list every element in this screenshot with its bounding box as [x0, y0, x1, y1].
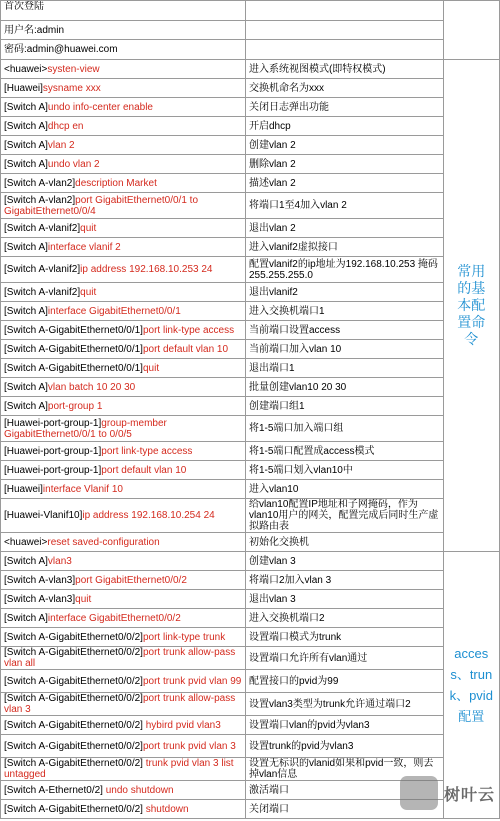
- command-cell: [1, 590, 246, 609]
- header-title: 首次登陆: [1, 1, 246, 21]
- command-cell: [1, 571, 246, 590]
- command-prompt: [Switch A-vlanif2]: [4, 222, 81, 234]
- command-prompt: [Switch A-vlanif2]: [4, 264, 81, 275]
- command-cell: [1, 117, 246, 136]
- command-prompt: <huawei>: [4, 63, 48, 75]
- command-text: vlan batch 10 20 30: [47, 381, 136, 393]
- command-cell: [1, 716, 246, 735]
- command-prompt: [Switch A-vlan3]: [4, 593, 76, 605]
- command-description: 退出vlanif2: [245, 283, 443, 302]
- command-cell: [1, 238, 246, 257]
- command-cell: [1, 480, 246, 499]
- command-text: interface GigabitEthernet0/0/1: [47, 305, 181, 317]
- command-text: quit: [75, 593, 92, 605]
- command-row: [1, 416, 500, 442]
- command-row: [1, 800, 500, 819]
- command-row: [1, 716, 500, 735]
- command-cell: [1, 378, 246, 397]
- command-text: ip address 192.168.10.253 24: [80, 264, 213, 275]
- command-description: 退出vlan 3: [245, 590, 443, 609]
- command-row: [1, 397, 500, 416]
- command-row: [1, 670, 500, 693]
- command-row: [1, 461, 500, 480]
- command-row: [1, 735, 500, 758]
- command-description: 删除vlan 2: [245, 155, 443, 174]
- command-description: 创建vlan 2: [245, 136, 443, 155]
- command-text: ip address 192.168.10.254 24: [82, 510, 215, 521]
- command-text: interface Vlanif 10: [42, 483, 123, 495]
- command-cell: [1, 647, 246, 670]
- command-text: quit: [80, 222, 97, 234]
- command-text: port trunk pvid vlan 99: [142, 675, 242, 687]
- command-prompt: [Switch A]: [4, 612, 48, 624]
- command-text: sysname xxx: [42, 82, 101, 94]
- command-description: 设置trunk的pvid为vlan3: [245, 735, 443, 758]
- command-cell: [1, 499, 246, 533]
- command-row: [1, 321, 500, 340]
- command-cell: [1, 219, 246, 238]
- command-text: hybird pvid vlan3: [145, 719, 221, 731]
- command-row: [1, 499, 500, 533]
- command-prompt: [Switch A-vlan3]: [4, 574, 76, 586]
- command-prompt: [Switch A-vlanif2]: [4, 286, 81, 298]
- command-description: 激活端口: [245, 781, 443, 800]
- command-row: [1, 155, 500, 174]
- command-row: [1, 98, 500, 117]
- command-row: [1, 174, 500, 193]
- command-row: [1, 533, 500, 552]
- command-prompt: [Switch A-GigabitEthernet0/0/2]: [4, 675, 143, 687]
- command-row: [1, 283, 500, 302]
- command-description: 开启dhcp: [245, 117, 443, 136]
- command-description: 描述vlan 2: [245, 174, 443, 193]
- command-cell: [1, 340, 246, 359]
- command-cell: [1, 670, 246, 693]
- command-text: quit: [80, 286, 97, 298]
- command-text: shutdown: [145, 803, 189, 815]
- command-description: 创建vlan 3: [245, 552, 443, 571]
- command-row: [1, 79, 500, 98]
- command-description: 初始化交换机: [245, 533, 443, 552]
- command-text: port GigabitEthernet0/0/1 to GigabitEthernet0/0/4: [4, 194, 199, 217]
- command-text: port trunk allow-pass vlan all: [4, 647, 236, 669]
- command-description: 给vlan10配置IP地址和子网掩码，作为vlan10用户的网关，配置完成后同时生产虚拟路由表: [245, 499, 443, 533]
- command-row: [1, 60, 500, 79]
- command-prompt: [Switch A-GigabitEthernet0/0/2]: [4, 631, 143, 643]
- command-prompt: [Switch A-GigabitEthernet0/0/2]: [4, 693, 143, 704]
- command-text: vlan 2: [47, 139, 75, 151]
- header-row-title: [1, 1, 500, 21]
- command-text: undo shutdown: [105, 784, 174, 796]
- command-cell: [1, 693, 246, 716]
- command-prompt: [Switch A]: [4, 101, 48, 113]
- command-text: port link-type access: [142, 324, 235, 336]
- command-row: [1, 552, 500, 571]
- command-description: 进入vlan10: [245, 480, 443, 499]
- command-cell: [1, 781, 246, 800]
- command-text: systen-view: [47, 63, 100, 75]
- command-description: 设置端口允许所有vlan通过: [245, 647, 443, 670]
- command-cell: [1, 800, 246, 819]
- command-cell: [1, 442, 246, 461]
- command-prompt: [Huawei]: [4, 483, 43, 495]
- command-prompt: [Switch A-GigabitEthernet0/0/2]: [4, 758, 146, 769]
- command-text: undo info-center enable: [47, 101, 153, 113]
- command-cell: [1, 359, 246, 378]
- command-row: [1, 590, 500, 609]
- watermark-text: 树叶云: [444, 787, 496, 804]
- command-prompt: [Switch A-GigabitEthernet0/0/2]: [4, 740, 143, 752]
- command-text: reset saved-configuration: [47, 536, 160, 548]
- command-text: port trunk allow-pass vlan 3: [4, 693, 236, 715]
- command-cell: [1, 321, 246, 340]
- command-description: 将1-5端口配置成access模式: [245, 442, 443, 461]
- command-prompt: [Huawei]: [4, 82, 43, 94]
- command-text: port default vlan 10: [101, 464, 187, 476]
- command-prompt: [Switch A-GigabitEthernet0/0/2]: [4, 647, 143, 658]
- command-cell: [1, 302, 246, 321]
- command-row: [1, 480, 500, 499]
- command-description: 配置vlanif2的ip地址为192.168.10.253 掩码255.255.255.0: [245, 257, 443, 283]
- command-description: 设置无标识的vlanid如果和pvid一致，则去掉vlan信息: [245, 758, 443, 781]
- command-cell: [1, 155, 246, 174]
- command-text: vlan3: [47, 555, 72, 567]
- command-row: [1, 781, 500, 800]
- command-row: [1, 378, 500, 397]
- command-cell: [1, 461, 246, 480]
- header-row-username: [1, 21, 500, 40]
- command-prompt: <huawei>: [4, 536, 48, 548]
- command-description: 创建端口组1: [245, 397, 443, 416]
- command-cell: [1, 628, 246, 647]
- command-row: [1, 238, 500, 257]
- command-row: [1, 758, 500, 781]
- command-row: [1, 628, 500, 647]
- command-prompt: [Switch A]: [4, 305, 48, 317]
- command-row: [1, 647, 500, 670]
- command-prompt: [Switch A]: [4, 158, 48, 170]
- command-cell: [1, 735, 246, 758]
- command-description: 退出端口1: [245, 359, 443, 378]
- command-description: 关闭端口: [245, 800, 443, 819]
- command-prompt: [Switch A]: [4, 139, 48, 151]
- command-text: port link-type trunk: [142, 631, 226, 643]
- command-description: 进入vlanif2虚拟接口: [245, 238, 443, 257]
- command-description: 设置端口vlan的pvid为vlan3: [245, 716, 443, 735]
- section-label-basic: 常用的基本配置命令: [457, 263, 486, 347]
- command-prompt: [Huawei-port-group-1]: [4, 417, 102, 429]
- command-description: 将1-5端口划入vlan10中: [245, 461, 443, 480]
- command-prompt: [Switch A]: [4, 381, 48, 393]
- command-cell: [1, 257, 246, 283]
- command-cell: [1, 609, 246, 628]
- command-description: 将端口1至4加入vlan 2: [245, 193, 443, 219]
- command-text: undo vlan 2: [47, 158, 100, 170]
- command-text: dhcp en: [47, 120, 84, 132]
- command-row: [1, 571, 500, 590]
- command-cell: [1, 552, 246, 571]
- command-prompt: [Huawei-Vlanif10]: [4, 510, 83, 521]
- command-description: 退出vlan 2: [245, 219, 443, 238]
- command-row: [1, 136, 500, 155]
- command-cell: [1, 174, 246, 193]
- command-description: 批量创建vlan10 20 30: [245, 378, 443, 397]
- command-prompt: [Switch A-GigabitEthernet0/0/1]: [4, 343, 143, 355]
- command-row: [1, 193, 500, 219]
- command-cell: [1, 193, 246, 219]
- command-cell: [1, 533, 246, 552]
- command-text: port GigabitEthernet0/0/2: [75, 574, 187, 586]
- command-description: 当前端口加入vlan 10: [245, 340, 443, 359]
- command-description: 进入交换机端口1: [245, 302, 443, 321]
- command-row: [1, 340, 500, 359]
- command-prompt: [Switch A]: [4, 241, 48, 253]
- command-row: [1, 302, 500, 321]
- command-row: [1, 609, 500, 628]
- command-row: [1, 257, 500, 283]
- command-prompt: [Switch A-GigabitEthernet0/0/1]: [4, 362, 143, 374]
- section-label-trunk: access、trunk、pvid配置: [449, 646, 493, 724]
- command-cell: [1, 416, 246, 442]
- command-prompt: [Switch A-GigabitEthernet0/0/2]: [4, 719, 146, 731]
- command-text: trunk pvid vlan 3 list untagged: [4, 758, 234, 780]
- command-description: 设置vlan3类型为trunk允许通过端口2: [245, 693, 443, 716]
- command-row: [1, 693, 500, 716]
- command-text: port-group 1: [47, 400, 103, 412]
- command-description: 设置端口模式为trunk: [245, 628, 443, 647]
- command-prompt: [Huawei-port-group-1]: [4, 445, 102, 457]
- command-text: quit: [142, 362, 160, 374]
- command-cell: [1, 79, 246, 98]
- command-prompt: [Switch A]: [4, 400, 48, 412]
- command-row: [1, 442, 500, 461]
- command-description: 当前端口设置access: [245, 321, 443, 340]
- command-cell: [1, 397, 246, 416]
- command-prompt: [Switch A-Ethernet0/2]: [4, 784, 106, 796]
- command-prompt: [Switch A]: [4, 120, 48, 132]
- command-prompt: [Switch A]: [4, 555, 48, 567]
- command-cell: [1, 98, 246, 117]
- command-description: 将1-5端口加入端口组: [245, 416, 443, 442]
- command-cell: [1, 60, 246, 79]
- header-username: 用户名:admin: [1, 21, 246, 40]
- command-text: group-member GigabitEthernet0/0/1 to 0/0/5: [4, 417, 167, 440]
- command-prompt: [Switch A-GigabitEthernet0/0/1]: [4, 324, 143, 336]
- command-prompt: [Switch A-vlan2]: [4, 194, 76, 206]
- command-text: description Market: [75, 177, 157, 189]
- command-description: 将端口2加入vlan 3: [245, 571, 443, 590]
- command-prompt: [Switch A-GigabitEthernet0/0/2]: [4, 803, 146, 815]
- header-password: 密码:admin@huawei.com: [1, 40, 246, 60]
- command-cell: [1, 283, 246, 302]
- command-text: port default vlan 10: [142, 343, 229, 355]
- command-prompt: [Switch A-vlan2]: [4, 177, 76, 189]
- command-row: [1, 117, 500, 136]
- command-description: 进入交换机端口2: [245, 609, 443, 628]
- command-text: port link-type access: [101, 445, 193, 457]
- command-text: interface vlanif 2: [47, 241, 121, 253]
- command-description: 交换机命名为xxx: [245, 79, 443, 98]
- command-cell: [1, 136, 246, 155]
- command-prompt: [Huawei-port-group-1]: [4, 464, 102, 476]
- command-text: port trunk pvid vlan 3: [142, 740, 236, 752]
- command-row: [1, 359, 500, 378]
- header-row-password: [1, 40, 500, 60]
- command-description: 关闭日志弹出功能: [245, 98, 443, 117]
- command-description: 配置接口的pvid为99: [245, 670, 443, 693]
- command-description: 进入系统视图模式(即特权模式): [245, 60, 443, 79]
- command-row: [1, 219, 500, 238]
- command-text: interface GigabitEthernet0/0/2: [47, 612, 181, 624]
- command-cell: [1, 758, 246, 781]
